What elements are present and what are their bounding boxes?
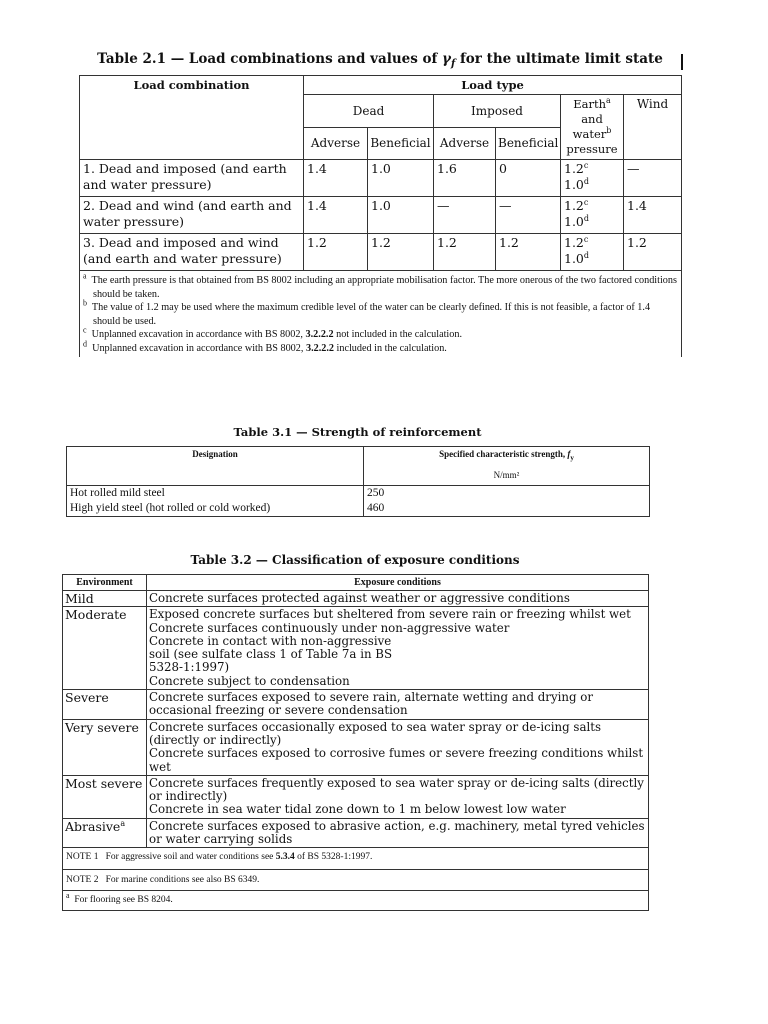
environment-name: Very severe [63, 719, 147, 775]
dead-beneficial: 1.2 [368, 234, 434, 271]
note-text-end: of BS 5328-1:1997. [294, 852, 373, 863]
condition-line: Concrete surfaces exposed to corrosive fumes or severe freezing conditions whilst wet [149, 746, 644, 774]
header-load-type: Load type [304, 76, 682, 95]
environment-name [63, 818, 147, 848]
earth-label: Earth [573, 97, 606, 111]
environment-sup: a [120, 818, 126, 828]
footnote-text: The earth pressure is that obtained from BS 8002 including an appropriate mobilisation factor. The more onerous of the two factored conditions should be taken. [91, 275, 677, 300]
footnote-mark: c [83, 325, 87, 335]
header-designation: Designation [67, 447, 364, 486]
combination-name: 1. Dead and imposed (and earth and water pressure) [80, 160, 304, 197]
wind-value: 1.2 [624, 234, 682, 271]
imposed-adverse: 1.6 [434, 160, 496, 197]
condition-line: Concrete surfaces exposed to severe rain, alternate wetting and drying or occasional freezing or severe condensation [149, 690, 594, 718]
footnote-text: Unplanned excavation in accordance with BS 8002, [91, 329, 306, 340]
footnote-mark: a [83, 271, 87, 281]
exposure-conditions [147, 607, 649, 690]
gamma-subscript: f [450, 58, 456, 70]
footnote-text-end: not included in the calculation. [333, 329, 462, 340]
note-label: NOTE 1 [66, 852, 99, 863]
subheader-imposed-beneficial: Beneficial [496, 127, 561, 160]
gamma-symbol [442, 51, 456, 70]
imposed-beneficial: 1.2 [496, 234, 561, 271]
page-edge-marker [681, 54, 683, 70]
wind-value: — [624, 160, 682, 197]
condition-line: Concrete surfaces exposed to abrasive action, e.g. machinery, metal tyred vehicles or water carrying solids [149, 818, 645, 847]
imposed-beneficial: 0 [496, 160, 561, 197]
header-exposure-conditions: Exposure conditions [147, 575, 649, 591]
steel-designation: High yield steel (hot rolled or cold worked) [67, 501, 364, 517]
imposed-beneficial: — [496, 197, 561, 234]
footnote-a [83, 271, 678, 301]
subheader-dead-beneficial: Beneficial [368, 127, 434, 160]
exposure-conditions [147, 818, 649, 848]
footnote-d [83, 339, 678, 356]
dead-beneficial: 1.0 [368, 160, 434, 197]
condition-line: Concrete surfaces frequently exposed to sea water spray or de-icing salts (directly or indirectly) [149, 775, 644, 804]
table-row [67, 501, 650, 517]
exposure-conditions [147, 719, 649, 775]
note-1 [63, 848, 649, 891]
environment-name: Moderate [63, 607, 147, 690]
strength-unit: N/mm² [493, 469, 520, 480]
earth-value-2: 1.0 [564, 177, 584, 192]
strength-label: Specified characteristic strength, [439, 449, 568, 459]
environment-name: Severe [63, 690, 147, 720]
condition-line: Concrete surfaces protected against weather or aggressive conditions [149, 591, 570, 605]
table-row [67, 486, 650, 502]
condition-line: Concrete subject to condensation [149, 673, 350, 688]
table-2-1 [79, 75, 682, 357]
imposed-adverse: — [434, 197, 496, 234]
clause-ref: 3.2.2.2 [305, 329, 334, 340]
condition-line: Concrete surfaces occasionally exposed to sea water spray or de-icing salts (directly or indirectly) [149, 719, 602, 747]
environment-name: Mild [63, 591, 147, 607]
table-row [63, 690, 649, 720]
caption-prefix: Table 2.1 — Load combinations and values of [97, 51, 443, 67]
condition-line: Concrete surfaces continuously under non-aggressive water [149, 620, 510, 635]
earth-value-1: 1.2 [564, 235, 584, 250]
dead-beneficial: 1.0 [368, 197, 434, 234]
header-load-combination: Load combination [80, 76, 304, 160]
exposure-conditions [147, 775, 649, 818]
header-environment: Environment [63, 575, 147, 591]
earth-value-2: 1.0 [564, 214, 584, 229]
header-dead: Dead [304, 95, 434, 128]
strength-subscript: y [570, 453, 574, 462]
note-2 [63, 869, 648, 887]
table-row [80, 160, 682, 197]
table-3-1-caption: Table 3.1 — Strength of reinforcement [233, 425, 482, 439]
earth-sup-1: c [583, 197, 589, 207]
clause-ref: 3.2.2.2 [305, 342, 334, 354]
steel-designation: Hot rolled mild steel [67, 486, 364, 502]
pressure-label: pressure [566, 142, 618, 156]
header-wind: Wind [624, 95, 682, 160]
earth-value-1: 1.2 [564, 198, 584, 213]
footnote-text: Unplanned excavation in accordance with BS 8002, [92, 342, 306, 354]
dead-adverse: 1.4 [304, 197, 368, 234]
header-strength [364, 447, 650, 486]
table-row [63, 607, 649, 690]
environment-label: Abrasive [65, 818, 121, 834]
exposure-conditions [147, 690, 649, 720]
header-imposed: Imposed [434, 95, 561, 128]
steel-strength: 250 [364, 486, 650, 502]
footnote-text-end: included in the calculation. [333, 342, 447, 354]
table-3-2-footnote [63, 890, 649, 910]
footnote-c [83, 325, 678, 342]
exposure-conditions [147, 591, 649, 607]
footnote-text: For flooring see BS 8204. [74, 894, 173, 905]
earth-sup-1: c [583, 160, 589, 170]
earth-value-1: 1.2 [564, 161, 584, 176]
table-3-1 [66, 446, 650, 517]
footnote-mark: b [83, 298, 87, 308]
footnote-mark: d [83, 339, 87, 349]
imposed-adverse: 1.2 [434, 234, 496, 271]
earth-sup-1: c [583, 234, 589, 244]
earth-sup-2: d [583, 250, 590, 260]
gamma-letter: γ [442, 51, 451, 67]
table-row [63, 719, 649, 775]
combination-name: 3. Dead and imposed and wind (and earth and water pressure) [80, 234, 304, 271]
earth-sup-2: d [583, 176, 590, 186]
footnote-b [83, 298, 678, 328]
combination-name: 2. Dead and wind (and earth and water pressure) [80, 197, 304, 234]
table-row [63, 775, 649, 818]
steel-strength: 460 [364, 501, 650, 517]
earth-sup: a [606, 96, 611, 106]
condition-line: Concrete in contact with non-aggressive soil (see sulfate class 1 of Table 7a in BS 5328-1:1997) [149, 633, 393, 675]
earth-value-2: 1.0 [564, 251, 584, 266]
dead-adverse: 1.2 [304, 234, 368, 271]
table-3-2-caption: Table 3.2 — Classification of exposure conditions [190, 553, 520, 567]
dead-adverse: 1.4 [304, 160, 368, 197]
table-2-1-notes [80, 271, 682, 358]
table-3-2 [62, 574, 649, 911]
environment-name: Most severe [63, 775, 147, 818]
earth-water-values [561, 234, 624, 271]
condition-line: Concrete in sea water tidal zone down to 1 m below lowest low water [149, 802, 566, 817]
subheader-imposed-adverse: Adverse [434, 127, 496, 160]
table-2-1-caption [80, 51, 680, 70]
header-earth-water [561, 95, 624, 160]
note-text: For aggressive soil and water conditions see [105, 852, 276, 863]
table-row [63, 818, 649, 848]
earth-water-values [561, 160, 624, 197]
table-row [80, 234, 682, 271]
footnote-text: The value of 1.2 may be used where the maximum credible level of the water can be clearly defined. If this is not feasible, a factor of 1.4 should be used. [91, 302, 651, 327]
water-sup: b [606, 126, 612, 136]
table-row [63, 591, 649, 607]
table-row [80, 197, 682, 234]
strength-symbol: f [567, 449, 571, 459]
subheader-dead-adverse: Adverse [304, 127, 368, 160]
footnote-mark: a [66, 890, 70, 900]
note-label: NOTE 2 [66, 874, 99, 885]
caption-suffix: for the ultimate limit state [455, 51, 663, 67]
earth-sup-2: d [583, 213, 590, 223]
earth-water-values [561, 197, 624, 234]
note-text: For marine conditions see also BS 6349. [105, 874, 260, 885]
clause-ref: 5.3.4 [275, 852, 295, 863]
earth-and-water: and water [572, 112, 607, 141]
condition-line: Exposed concrete surfaces but sheltered from severe rain or freezing whilst wet [149, 607, 631, 622]
wind-value: 1.4 [624, 197, 682, 234]
